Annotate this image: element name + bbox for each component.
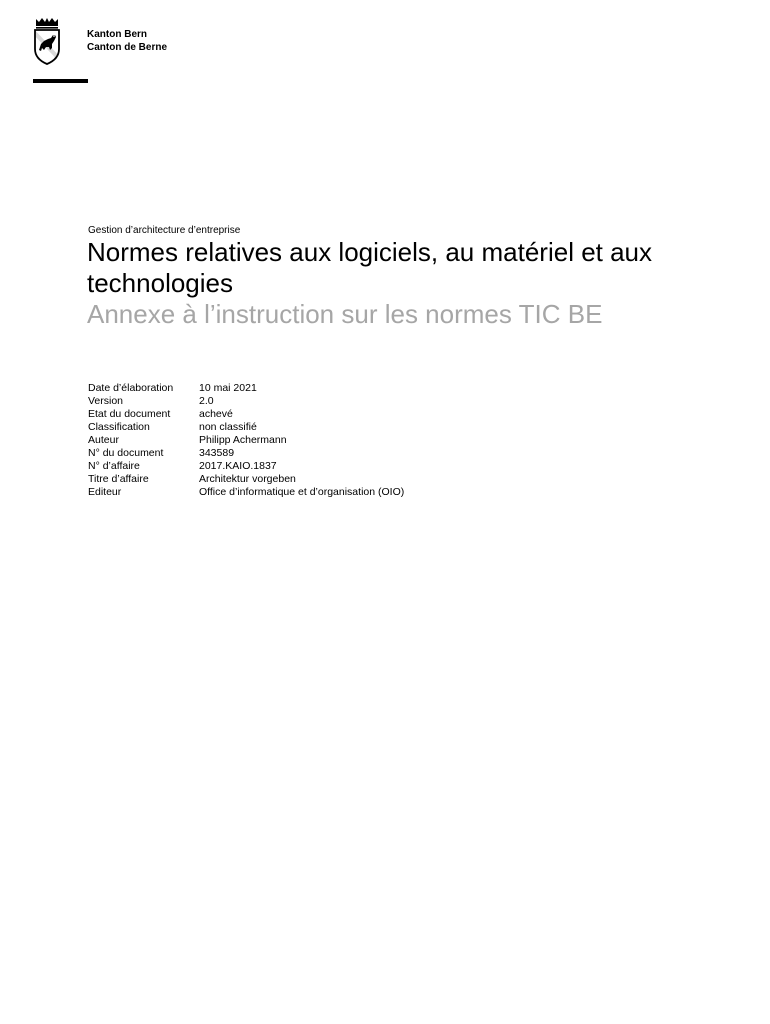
metadata-row-case-number <box>88 460 404 473</box>
metadata-value: non classifié <box>199 421 257 433</box>
metadata-label: Version <box>88 395 124 407</box>
metadata-row-version <box>88 395 404 408</box>
metadata-label: Auteur <box>88 434 119 446</box>
metadata-row-case-title <box>88 473 404 486</box>
metadata-label: Date d’élaboration <box>88 382 174 394</box>
metadata-value: Office d’informatique et d’organisation (OIO) <box>199 486 405 498</box>
metadata-label: Classification <box>88 421 150 433</box>
org-name-french: Canton de Berne <box>87 41 168 53</box>
metadata-value: 10 mai 2021 <box>199 382 257 394</box>
metadata-label: Editeur <box>88 486 122 498</box>
metadata-label: Titre d’affaire <box>88 473 149 485</box>
metadata-label: N° d’affaire <box>88 460 140 472</box>
metadata-label: N° du document <box>88 447 164 459</box>
metadata-row-document-number <box>88 447 404 460</box>
org-name-german: Kanton Bern <box>87 29 147 40</box>
metadata-value: 343589 <box>199 447 235 459</box>
bern-bear-crest-icon <box>33 17 61 65</box>
metadata-row-classification <box>88 421 404 434</box>
header-rule <box>33 79 88 83</box>
metadata-row-date <box>88 382 404 395</box>
metadata-value: achevé <box>199 408 233 420</box>
metadata-value: 2017.KAIO.1837 <box>199 460 277 472</box>
metadata-value: Philipp Achermann <box>199 434 287 446</box>
organisation-name <box>87 29 167 54</box>
document-metadata-table <box>88 382 404 499</box>
metadata-row-publisher <box>88 486 404 499</box>
metadata-label: Etat du document <box>88 408 171 420</box>
metadata-row-status <box>88 408 404 421</box>
metadata-value: Architektur vorgeben <box>199 473 296 485</box>
document-category: Gestion d’architecture d’entreprise <box>88 225 241 236</box>
metadata-row-author <box>88 434 404 447</box>
document-title: Normes relatives aux logiciels, au matériel et aux technologies <box>87 237 653 298</box>
metadata-value: 2.0 <box>199 395 214 407</box>
document-subtitle: Annexe à l’instruction sur les normes TIC BE <box>87 299 603 329</box>
